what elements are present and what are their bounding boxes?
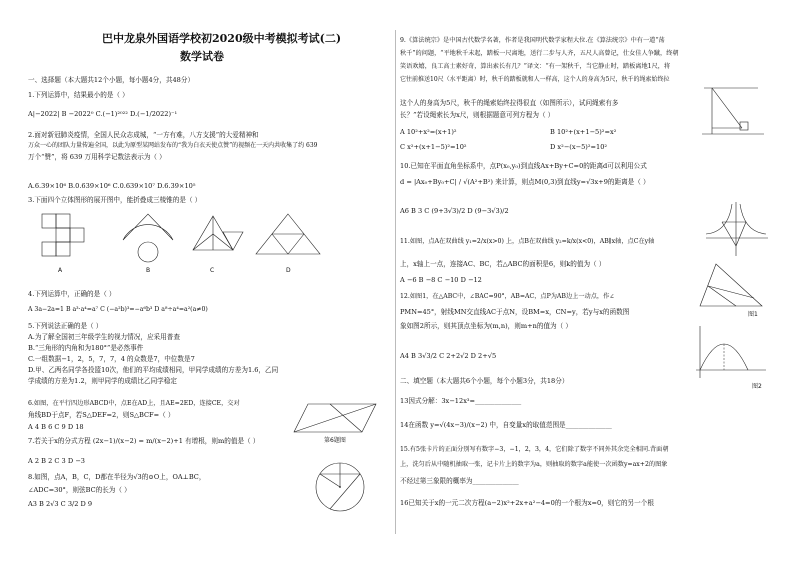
question-4: 4.下列运算中，正确的是（ ） xyxy=(28,290,116,298)
question-6-line-2: 角线BD于点F，若S△DEF=2，则S△BCF=（ ） xyxy=(28,411,175,419)
q3-nets-figure xyxy=(28,210,388,280)
question-9-option-c: C x²+(x+1−5)²=10² xyxy=(400,143,467,151)
left-column xyxy=(28,0,388,562)
question-2-line-3: 万个“赞”，将 639 万用科学记数法表示为（ ） xyxy=(28,153,166,161)
question-5-option-d-line-1: D.甲、乙两名同学各投篮10次，他们的平均成绩相同，甲同学成绩的方差为1.6，乙同 xyxy=(28,366,279,374)
net-c xyxy=(193,216,243,250)
question-10-line-2: d = |Ax₀+By₀+C| / √(A²+B²) 来计算，则点M(0,3)到直线y=√3x+9的距离是（ ） xyxy=(400,178,650,186)
question-11-options: A −6 B −8 C −10 D −12 xyxy=(400,276,482,284)
net-a xyxy=(42,214,84,256)
question-9-line-5: 这个人的身高为5尺，秋千的绳索始终拉得很直（如图所示），试问绳索有多 xyxy=(400,99,619,107)
question-9-line-4: 它往前推送10尺（水平距离）时，秋千的踏板就和人一样高，这个人的身高为5尺，秋千的绳索始终拉 xyxy=(400,76,670,83)
question-10-options: A6 B 3 C (9+3√3)/2 D (9−3√3)/2 xyxy=(400,207,509,215)
question-2-options: A.6.39×10⁶ B.0.639×10⁶ C.0.639×10⁷ D.6.39×10⁵ xyxy=(28,182,196,190)
question-9-line-2: 秋千”的问题，“平地秋千未起，踏板一尺离地，送行二步与人齐，五尺人高曾记，仕女佳人争蹴，终朝 xyxy=(400,50,679,57)
figure-2-caption: 图2 xyxy=(752,383,762,390)
column-divider xyxy=(395,30,396,534)
question-16: 16已知关于x的一元二次方程(a−2)x²+2x+a²−4=0的一个根为x=0，则它的另一个根 xyxy=(400,499,654,507)
q8-circle-figure xyxy=(298,458,384,516)
q3-label-a: A xyxy=(58,267,63,274)
question-1: 1.下列运算中，结果最小的是（ ） xyxy=(28,91,129,99)
exam-subtitle: 数学试卷 xyxy=(180,50,224,63)
q6-parallelogram-figure xyxy=(290,398,386,444)
q11-hyperbola-figure xyxy=(702,198,770,258)
question-15-line-2: 上，洗匀后从中随机抽取一张，记卡片上的数字为a，则抽取的数字a能使一次函数y=ax+2的图象 xyxy=(400,461,668,468)
question-6-line-1: 6.如图，在平行四边形ABCD中，点E在AD上，且AE=2ED，连接CE，交对 xyxy=(28,400,240,407)
question-12-options: A4 B 3√3/2 C 2+2√2 D 2+√5 xyxy=(400,352,497,360)
question-11-line-2: 上，x轴上一点，连接AC、BC，若△ABC的面积是6，则k的值为（ ） xyxy=(400,260,606,268)
question-2-line-2: 万众一心的团队力量传遍全国，以此为原型某网站发布的“我为白衣天使点赞”的视频在一天内共收集了约 639 xyxy=(28,142,318,149)
question-5: 5.下列说法正确的是（ ） xyxy=(28,322,103,330)
question-6-options: A 4 B 6 C 9 D 18 xyxy=(28,423,84,431)
q3-label-b: B xyxy=(146,267,151,274)
right-column xyxy=(400,0,772,562)
question-5-option-c: C.一组数据−1，2，5，7，7，4 的众数是7，中位数是7 xyxy=(28,355,195,363)
q12-triangle-figure-1 xyxy=(696,258,770,320)
question-15-line-3: 不经过第三象限的概率为______________ xyxy=(400,477,519,485)
question-11-line-1: 11.如图，点A在双曲线 y₁=2/x(x>0) 上，点B在双曲线 y₂=k/x(x<0)，AB∥x轴，点C在y轴 xyxy=(400,238,655,245)
question-9-option-a: A 10²+x²=(x+1)² xyxy=(400,128,457,136)
net-b xyxy=(123,214,173,262)
question-15-line-1: 15.有5张卡片的正面分别写有数字−3，−1，2，3，4，它们除了数字不同外其余完全相同.背面朝 xyxy=(400,446,669,453)
question-13: 13因式分解：3x−12x³=______________ xyxy=(400,397,522,405)
question-9-line-1: 9.《算法统宗》是中国古代数学名著，作者是我国明代数学家程大位.在《算法统宗》中有一道“荡 xyxy=(400,37,665,44)
question-9-line-6: 长？”若设绳索长为x尺，则根据题意可列方程为（ ） xyxy=(400,111,555,119)
question-12-line-1: 12.如图1，在△ABC中，∠BAC=90°，AB=AC，点P为AB边上一动点，作∠ xyxy=(400,293,615,300)
question-14: 14在函数 y=√(4x−3)/(x−2) 中，自变量x的取值范围是______________ xyxy=(400,421,612,429)
question-9-line-3: 笑语欢嬉，良工高士素好奇，算出索长有几？”译文：“有一架秋千，当它静止时，踏板离地1尺，将 xyxy=(400,63,671,70)
question-9-option-b: B 10²+(x+1−5)²=x² xyxy=(550,128,617,136)
question-12-line-3: 象如图2所示，则其顶点坐标为(m,n)，则m+n的值为（ ） xyxy=(400,322,572,330)
q12-parabola-figure-2 xyxy=(690,322,770,392)
section-2-heading: 二、填空题（本大题共6个小题，每个小题3分，共18分） xyxy=(400,377,569,385)
question-12-line-2: PMN=45°，射线MN交直线AC于点N，设BM=x，CN=y，若y与x的函数图 xyxy=(400,308,630,316)
question-3: 3.下面四个立体图形的展开图中，能折叠成三棱锥的是（ ） xyxy=(28,196,202,204)
question-5-option-b: B.“三角形的内角和为180°”是必然事件 xyxy=(28,344,144,352)
question-8-line-1: 8.如图，点A，B，C，D都在半径为√3的⊙O上，OA⊥BC， xyxy=(28,473,206,481)
question-2-line-1: 2.面对新冠肺炎疫情，全国人民众志成城，“一方有难，八方支援”的大爱精神和 xyxy=(28,131,259,139)
question-8-line-2: ∠ADC=30°，则弦BC的长为（ ） xyxy=(28,486,131,494)
q6-figure-caption: 第6题图 xyxy=(324,437,346,444)
question-7-options: A 2 B 2 C 3 D −3 xyxy=(28,457,85,465)
question-5-option-d-line-2: 学成绩的方差为1.2，则甲同学的成绩比乙同学稳定 xyxy=(28,377,177,385)
exam-title: 巴中龙泉外国语学校初2020级中考模拟考试(二) xyxy=(102,32,342,45)
question-10-line-1: 10.已知在平面直角坐标系中，点P(x₀,y₀)到直线Ax+By+C=0的距离d可以利用公式 xyxy=(400,162,647,170)
question-9-option-d: D x²−(x−5)²=10² xyxy=(550,143,608,151)
q3-label-d: D xyxy=(286,267,291,274)
question-1-options: A|−2022| B −2022⁰ C.(−1)²⁰²² D.(−1/2022)⁻¹ xyxy=(28,110,178,118)
question-5-option-a: A.为了解全国初三年级学生的视力情况，应采用普查 xyxy=(28,333,180,341)
figure-1-caption: 图1 xyxy=(748,311,758,318)
q9-swing-figure xyxy=(698,84,768,140)
q3-label-c: C xyxy=(210,267,215,274)
question-4-options: A 3a−2a=1 B a³·a⁴=a⁷ C (−a²b)³=−a⁶b³ D a⁸÷a⁴=a²(a≠0) xyxy=(28,306,208,313)
question-7: 7.若关于x的分式方程 (2x−1)/(x−2) = m/(x−2)+1 有增根，则m的值是（ ） xyxy=(28,437,260,445)
net-d xyxy=(256,214,320,254)
question-8-options: A3 B 2√3 C 3/2 D 9 xyxy=(28,500,93,508)
section-1-heading: 一、选择题（本大题共12个小题，每小题4分，共48分） xyxy=(28,76,195,84)
